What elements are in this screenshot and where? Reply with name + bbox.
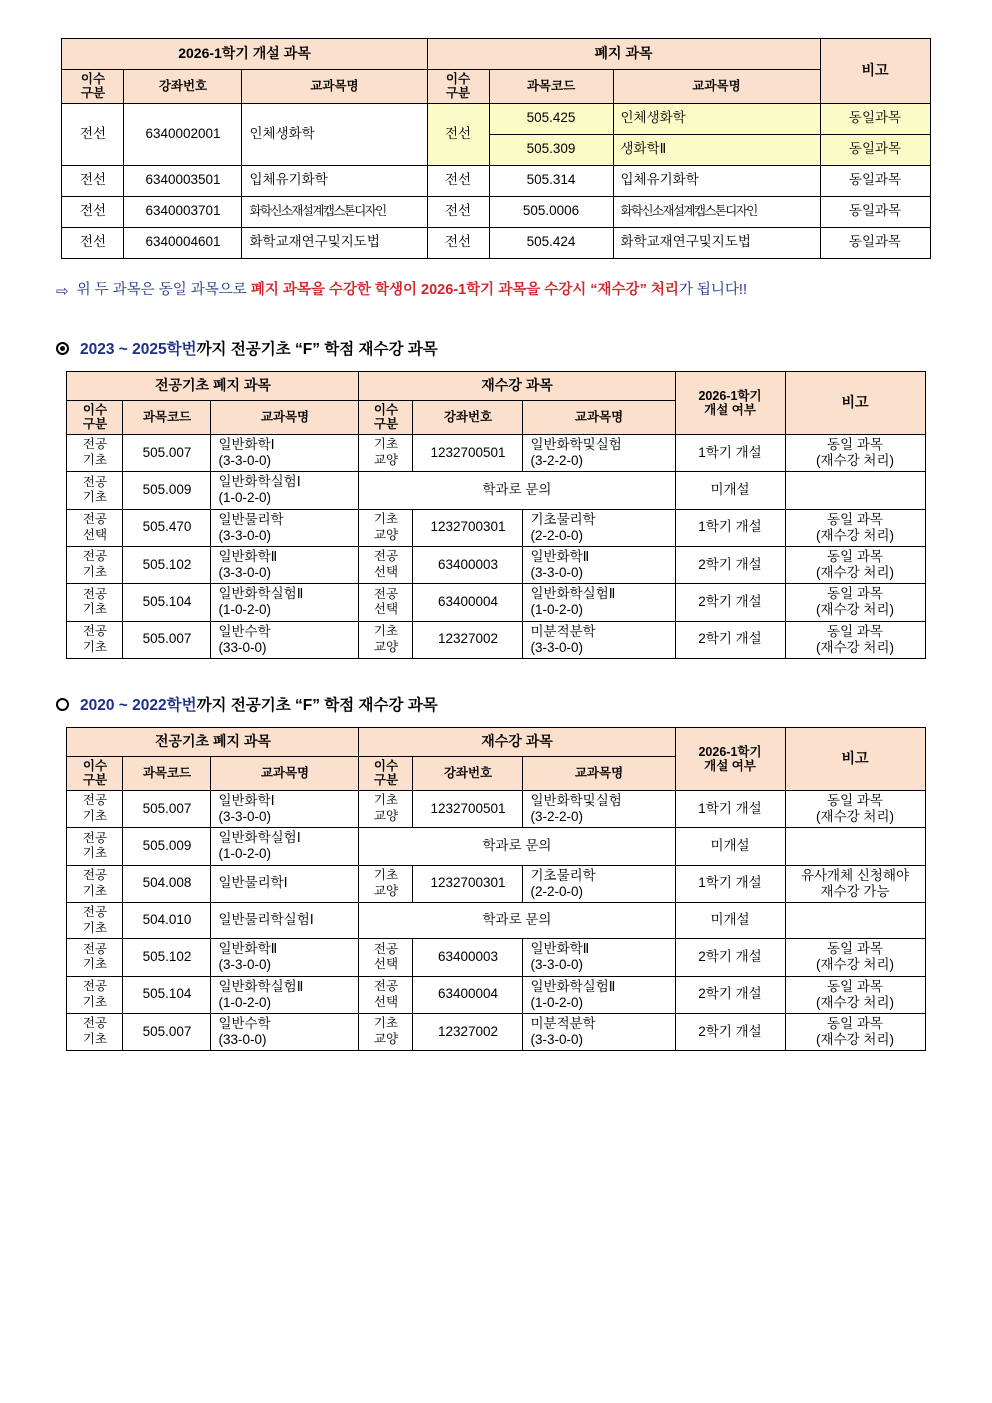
- cell-course-name-2: 일반화학Ⅱ (3-3-0-0): [523, 939, 675, 976]
- header-remark: 비고: [785, 728, 925, 791]
- cell-remark: 동일과목: [820, 227, 930, 258]
- cell-course-no: 1232700301: [413, 509, 523, 546]
- cell-course-name-1: 일반화학실험Ⅱ (1-0-2-0): [211, 976, 359, 1013]
- cell-course-code: 505.104: [123, 976, 211, 1013]
- section-heading-2023-2025: [56, 337, 936, 359]
- note-suffix: 가 됩니다!!: [678, 281, 747, 298]
- cell-remark: 동일 과목 (재수강 처리): [785, 584, 925, 621]
- cell-merged-inquiry: 학과로 문의: [359, 472, 675, 509]
- cell-remark: 동일과목: [820, 134, 930, 165]
- table-row: [67, 509, 925, 546]
- table-new-vs-abolished-courses: [61, 38, 930, 259]
- cell-category-2: 기초 교양: [359, 621, 413, 658]
- cell-course-name-1: 화학신소재설계캡스톤디자인: [249, 204, 386, 219]
- note-retake-policy: [56, 279, 936, 303]
- cell-course-no: 6340002001: [124, 103, 242, 165]
- bullet-open-icon: [56, 698, 69, 711]
- cell-course-code: 505.009: [123, 472, 211, 509]
- cell-course-name-1: 일반수학 (33-0-0): [211, 621, 359, 658]
- header-remark: 비고: [785, 372, 925, 435]
- cell-remark: [785, 472, 925, 509]
- cell-course-code: 505.314: [489, 165, 613, 196]
- cell-offered: 1학기 개설: [675, 434, 785, 471]
- cell-offered: 1학기 개설: [675, 865, 785, 902]
- cell-course-name-2: 일반화학실험Ⅱ (1-0-2-0): [523, 584, 675, 621]
- table-header-row: [67, 372, 925, 401]
- col-course-code: 과목코드: [123, 757, 211, 791]
- table-row: [67, 828, 925, 865]
- cell-remark: 동일 과목 (재수강 처리): [785, 546, 925, 583]
- cell-course-code: 505.007: [123, 1013, 211, 1050]
- cell-category-1: 전공 선택: [67, 509, 123, 546]
- cell-remark: 동일과목: [820, 103, 930, 134]
- cell-course-code: 505.102: [123, 939, 211, 976]
- table-retake-2020-2022: [66, 727, 925, 1051]
- cell-remark: 동일 과목 (재수강 처리): [785, 1013, 925, 1050]
- table-row: [67, 434, 925, 471]
- cell-remark: 동일 과목 (재수강 처리): [785, 790, 925, 827]
- cell-course-no: 63400003: [413, 939, 523, 976]
- cell-course-code: 505.009: [123, 828, 211, 865]
- cell-offered: 2학기 개설: [675, 584, 785, 621]
- cell-remark: 동일 과목 (재수강 처리): [785, 509, 925, 546]
- header-retake: 재수강 과목: [359, 372, 675, 401]
- cell-course-code: 505.425: [489, 103, 613, 134]
- cell-course-no: 63400004: [413, 584, 523, 621]
- table-row: [62, 165, 930, 196]
- table-row: [67, 546, 925, 583]
- cell-course-no: 1232700501: [413, 434, 523, 471]
- cell-course-no: 6340003501: [124, 165, 242, 196]
- cell-category-1: 전공 기초: [67, 902, 123, 938]
- cell-course-name-2: 일반화학실험Ⅱ (1-0-2-0): [523, 976, 675, 1013]
- cell-course-name-1: 화학교재연구및지도법: [242, 227, 427, 258]
- section-title-years: 2020 ~ 2022학번: [80, 697, 197, 714]
- cell-offered: 1학기 개설: [675, 509, 785, 546]
- cell-category-2: 전선: [427, 103, 489, 165]
- header-offered: 2026-1학기 개설 여부: [675, 728, 785, 791]
- table-row: [62, 227, 930, 258]
- col-category-1: 이수 구분: [62, 70, 124, 104]
- table-row: [67, 790, 925, 827]
- cell-course-code: 505.470: [123, 509, 211, 546]
- cell-remark: 동일 과목 (재수강 처리): [785, 434, 925, 471]
- col-course-no: 강좌번호: [413, 401, 523, 435]
- cell-course-name-1: 일반화학Ⅰ (3-3-0-0): [211, 790, 359, 827]
- section-title-years: 2023 ~ 2025학번: [80, 341, 197, 358]
- cell-course-code: 505.0006: [489, 196, 613, 227]
- cell-remark: 동일 과목 (재수강 처리): [785, 939, 925, 976]
- table-row: [67, 865, 925, 902]
- cell-category-1: 전공 기초: [67, 584, 123, 621]
- col-course-code: 과목코드: [489, 70, 613, 104]
- cell-course-code: 505.007: [123, 621, 211, 658]
- cell-category-1: 전공 기초: [67, 621, 123, 658]
- col-category-2: 이수 구분: [427, 70, 489, 104]
- cell-category-1: 전공 기초: [67, 865, 123, 902]
- cell-course-code: 505.104: [123, 584, 211, 621]
- cell-category-1: 전공 기초: [67, 546, 123, 583]
- cell-course-no: 12327002: [413, 1013, 523, 1050]
- col-course-name-1: 교과목명: [242, 70, 427, 104]
- cell-category-1: 전선: [62, 227, 124, 258]
- cell-category-2: 전선: [427, 165, 489, 196]
- cell-course-code: 505.424: [489, 227, 613, 258]
- cell-course-name-1: 일반화학실험Ⅰ (1-0-2-0): [211, 828, 359, 865]
- col-category-1: 이수 구분: [67, 401, 123, 435]
- cell-course-no: 1232700501: [413, 790, 523, 827]
- col-course-name-2: 교과목명: [613, 70, 820, 104]
- table-row: [67, 584, 925, 621]
- header-new-courses: 2026-1학기 개설 과목: [62, 39, 427, 70]
- note-highlight: 폐지 과목을 수강한 학생이 2026-1학기 과목을 수강시 “재수강” 처리: [250, 281, 679, 298]
- cell-course-name-1: 일반물리학실험Ⅰ: [211, 902, 359, 938]
- cell-course-no: 63400003: [413, 546, 523, 583]
- col-category-1: 이수 구분: [67, 757, 123, 791]
- cell-course-code: 505.309: [489, 134, 613, 165]
- header-remark: 비고: [820, 39, 930, 104]
- bullet-filled-icon: [56, 342, 69, 355]
- col-category-2: 이수 구분: [359, 401, 413, 435]
- cell-category-1: 전공 기초: [67, 1013, 123, 1050]
- table-header-row: [62, 39, 930, 70]
- cell-category-2: 전공 선택: [359, 584, 413, 621]
- col-category-2: 이수 구분: [359, 757, 413, 791]
- note-prefix: 위 두 과목은 동일 과목으로: [76, 281, 251, 298]
- cell-offered: 2학기 개설: [675, 1013, 785, 1050]
- cell-course-name-1: 일반화학Ⅱ (3-3-0-0): [211, 939, 359, 976]
- cell-course-name-2: 미분적분학 (3-3-0-0): [523, 1013, 675, 1050]
- cell-course-name-2: 화학교재연구및지도법: [613, 227, 820, 258]
- cell-category-2: 기초 교양: [359, 790, 413, 827]
- cell-course-code: 505.102: [123, 546, 211, 583]
- cell-offered: 2학기 개설: [675, 621, 785, 658]
- cell-course-code: 505.007: [123, 790, 211, 827]
- cell-course-name-2: 기초물리학 (2-2-0-0): [523, 865, 675, 902]
- section-title-rest: 까지 전공기초 “F” 학점 재수강 과목: [196, 341, 438, 358]
- cell-course-name-1: 일반화학실험Ⅰ (1-0-2-0): [211, 472, 359, 509]
- cell-course-name-1: 일반화학Ⅱ (3-3-0-0): [211, 546, 359, 583]
- header-abolished: 전공기초 폐지 과목: [67, 372, 359, 401]
- cell-merged-inquiry: 학과로 문의: [359, 828, 675, 865]
- cell-course-name-2: 입체유기화학: [613, 165, 820, 196]
- col-course-no: 강좌번호: [124, 70, 242, 104]
- cell-remark: 동일 과목 (재수강 처리): [785, 976, 925, 1013]
- cell-course-name-1: 입체유기화학: [242, 165, 427, 196]
- col-course-no: 강좌번호: [413, 757, 523, 791]
- cell-category-1: 전선: [62, 103, 124, 165]
- table-row: [62, 196, 930, 227]
- cell-remark: [785, 902, 925, 938]
- cell-category-2: 전공 선택: [359, 939, 413, 976]
- cell-category-2: 기초 교양: [359, 865, 413, 902]
- cell-course-name-1: 일반화학실험Ⅱ (1-0-2-0): [211, 584, 359, 621]
- table-subheader-row: [62, 70, 930, 104]
- cell-category-1: 전공 기초: [67, 790, 123, 827]
- cell-remark: 동일과목: [820, 196, 930, 227]
- table-row: [67, 472, 925, 509]
- cell-course-name-2: 일반화학및실험 (3-2-2-0): [523, 434, 675, 471]
- cell-category-2: 기초 교양: [359, 509, 413, 546]
- cell-category-2: 기초 교양: [359, 434, 413, 471]
- cell-category-1: 전공 기초: [67, 472, 123, 509]
- table-row: [62, 103, 930, 134]
- cell-remark: 동일과목: [820, 165, 930, 196]
- cell-offered: 미개설: [675, 902, 785, 938]
- table-row: [67, 976, 925, 1013]
- table-header-row: [67, 728, 925, 757]
- cell-course-name-2: 일반화학및실험 (3-2-2-0): [523, 790, 675, 827]
- cell-course-code: 504.010: [123, 902, 211, 938]
- cell-offered: 미개설: [675, 828, 785, 865]
- header-abolished-courses: 폐지 과목: [427, 39, 820, 70]
- cell-merged-inquiry: 학과로 문의: [359, 902, 675, 938]
- cell-category-2: 전선: [427, 227, 489, 258]
- cell-remark: 동일 과목 (재수강 처리): [785, 621, 925, 658]
- cell-course-no: 6340003701: [124, 196, 242, 227]
- cell-course-name-2: 인체생화학: [613, 103, 820, 134]
- cell-offered: 2학기 개설: [675, 546, 785, 583]
- cell-category-2: 전공 선택: [359, 976, 413, 1013]
- cell-offered: 2학기 개설: [675, 939, 785, 976]
- cell-course-name-1: 인체생화학: [242, 103, 427, 165]
- table-row: [67, 621, 925, 658]
- col-course-name-1: 교과목명: [211, 757, 359, 791]
- cell-course-no: 12327002: [413, 621, 523, 658]
- table-retake-2023-2025: [66, 371, 925, 659]
- table-row: [67, 902, 925, 938]
- cell-category-1: 전공 기초: [67, 434, 123, 471]
- cell-remark: 유사개체 신청해야 재수강 가능: [785, 865, 925, 902]
- note-text: [77, 279, 747, 301]
- table-row: [67, 1013, 925, 1050]
- section-title-rest: 까지 전공기초 “F” 학점 재수강 과목: [196, 697, 438, 714]
- col-course-name-2: 교과목명: [523, 401, 675, 435]
- cell-category-1: 전공 기초: [67, 939, 123, 976]
- col-course-name-1: 교과목명: [211, 401, 359, 435]
- cell-course-name-2: 생화학Ⅱ: [613, 134, 820, 165]
- cell-category-1: 전선: [62, 196, 124, 227]
- cell-remark: [785, 828, 925, 865]
- cell-course-name-1: 일반물리학Ⅰ: [211, 865, 359, 902]
- cell-course-name-1: 일반화학Ⅰ (3-3-0-0): [211, 434, 359, 471]
- cell-category-2: 전공 선택: [359, 546, 413, 583]
- col-course-code: 과목코드: [123, 401, 211, 435]
- section-heading-2020-2022: [56, 693, 936, 715]
- cell-course-name-2: 미분적분학 (3-3-0-0): [523, 621, 675, 658]
- cell-course-name-2: 화학신소재설계캡스톤디자인: [620, 204, 757, 219]
- cell-course-no: 6340004601: [124, 227, 242, 258]
- cell-course-name-2: 기초물리학 (2-2-0-0): [523, 509, 675, 546]
- cell-category-2: 기초 교양: [359, 1013, 413, 1050]
- cell-category-1: 전선: [62, 165, 124, 196]
- arrow-icon: ⇨: [56, 282, 69, 300]
- cell-offered: 미개설: [675, 472, 785, 509]
- cell-offered: 1학기 개설: [675, 790, 785, 827]
- header-abolished: 전공기초 폐지 과목: [67, 728, 359, 757]
- cell-course-name-1: 일반물리학 (3-3-0-0): [211, 509, 359, 546]
- cell-course-name-1: 일반수학 (33-0-0): [211, 1013, 359, 1050]
- cell-category-1: 전공 기초: [67, 828, 123, 865]
- col-course-name-2: 교과목명: [523, 757, 675, 791]
- header-retake: 재수강 과목: [359, 728, 675, 757]
- cell-category-2: 전선: [427, 196, 489, 227]
- cell-category-1: 전공 기초: [67, 976, 123, 1013]
- cell-course-no: 1232700301: [413, 865, 523, 902]
- header-offered: 2026-1학기 개설 여부: [675, 372, 785, 435]
- cell-offered: 2학기 개설: [675, 976, 785, 1013]
- cell-course-code: 504.008: [123, 865, 211, 902]
- cell-course-name-2: 일반화학Ⅱ (3-3-0-0): [523, 546, 675, 583]
- cell-course-no: 63400004: [413, 976, 523, 1013]
- cell-course-code: 505.007: [123, 434, 211, 471]
- table-row: [67, 939, 925, 976]
